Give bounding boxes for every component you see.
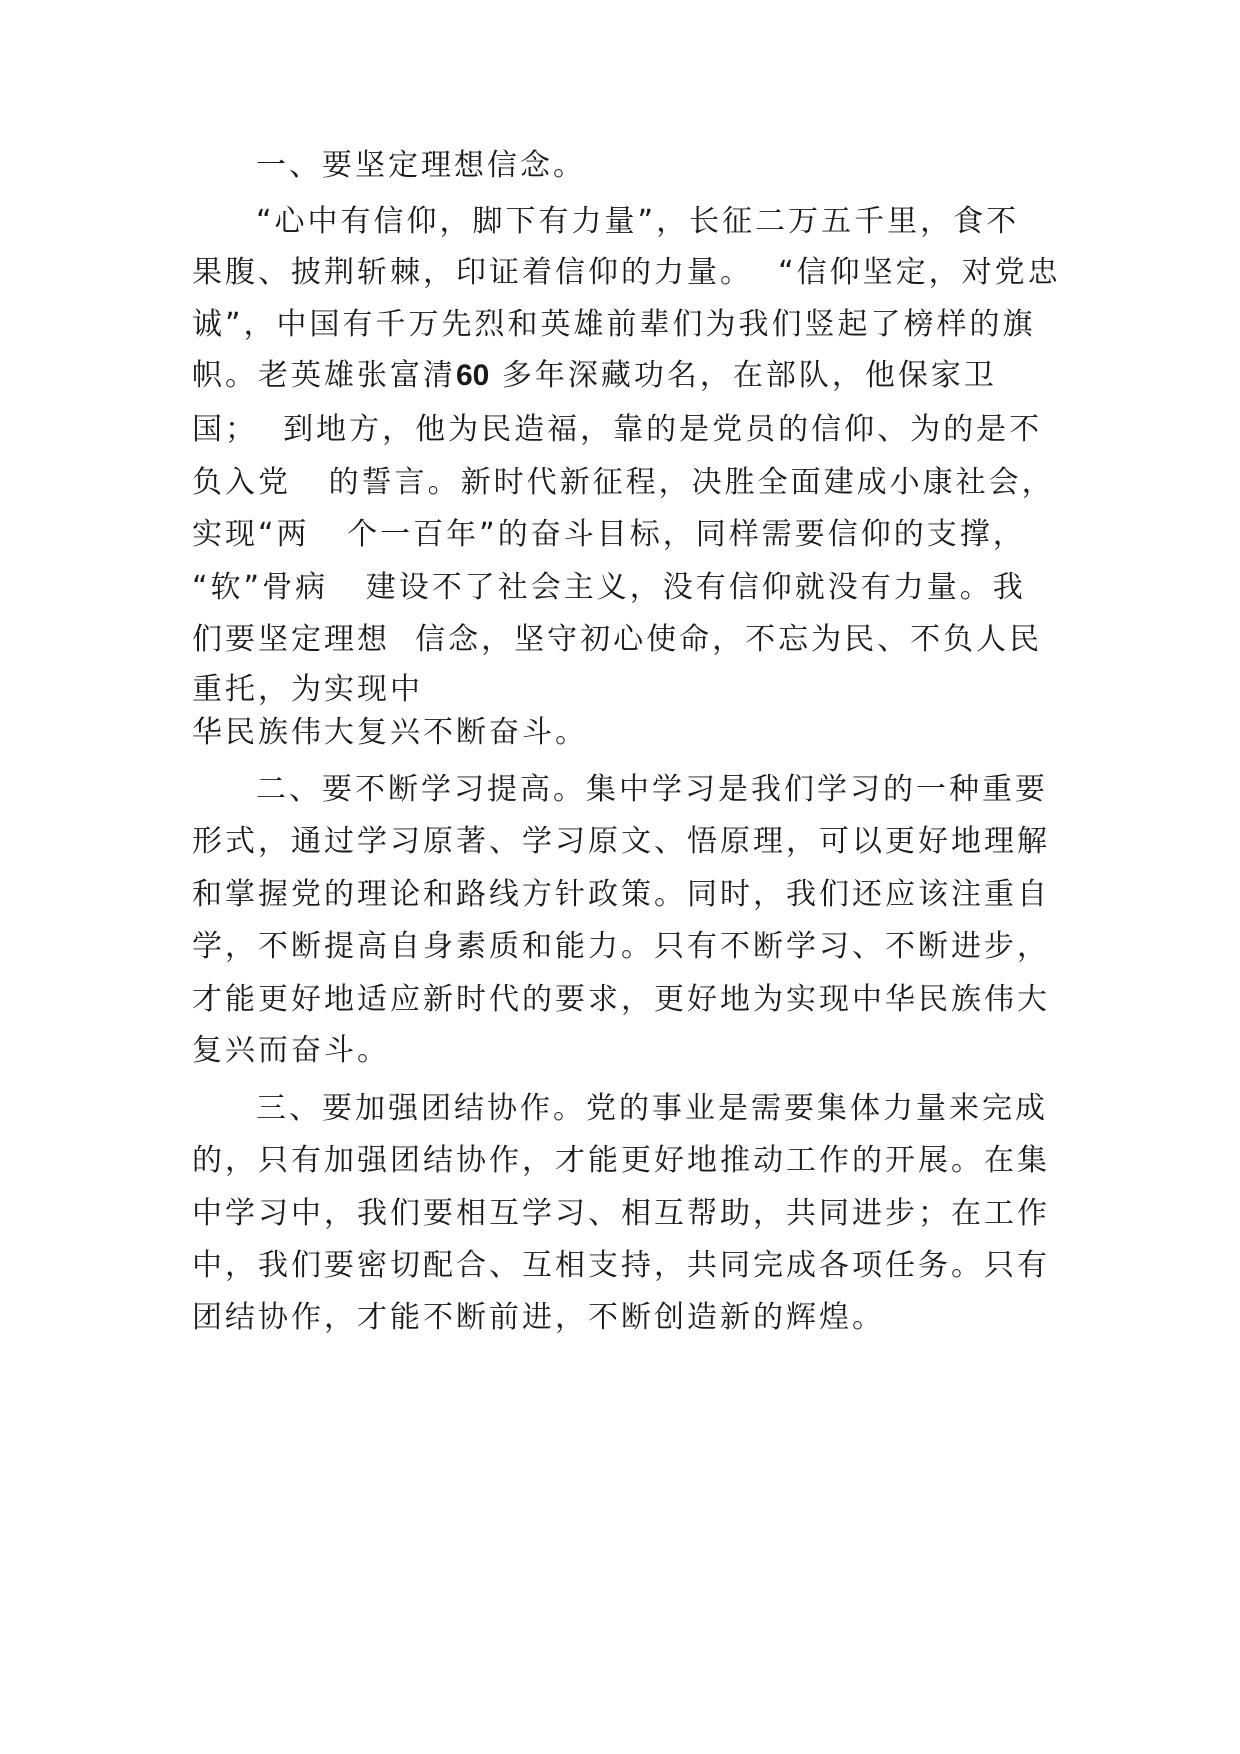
text-line: 和掌握党的理论和路线方针政策。同时，我们还应该注重自 — [192, 877, 1050, 912]
text-line: 学，不断提高自身素质和能力。只有不断学习、不断进步， — [192, 929, 1050, 964]
text-line: 果腹、披荆斩棘，印证着信仰的力量。 “信仰坚定，对党忠 — [192, 255, 1061, 290]
text-line: 重托，为实现中 — [192, 672, 423, 707]
text-line — [192, 356, 997, 396]
text-line: 国； 到地方，他为民造福，靠的是党员的信仰、为的是不 — [192, 412, 1043, 447]
text-line: 团结协作，才能不断前进，不断创造新的辉煌。 — [192, 1300, 885, 1335]
text-line: 中，我们要密切配合、互相支持，共同完成各项任务。只有 — [192, 1248, 1050, 1283]
text-line: 诚”，中国有千万先烈和英雄前辈们为我们竖起了榜样的旗 — [192, 307, 1036, 342]
text-line: “心中有信仰，脚下有力量”，长征二万五千里，食不 — [256, 204, 1020, 239]
text-line: 负入党 的誓言。新时代新征程，决胜全面建成小康社会， — [192, 465, 1055, 500]
text-line: 才能更好地适应新时代的要求，更好地为实现中华民族伟大 — [192, 982, 1050, 1017]
text-line: 华民族伟大复兴不断奋斗。 — [192, 715, 588, 750]
text-line: 复兴而奋斗。 — [192, 1033, 390, 1068]
text-line: “软”骨病 建设不了社会主义，没有信仰就没有力量。我 — [192, 570, 1026, 605]
section-heading-2: 二、要不断学习提高。集中学习是我们学习的一种重要 — [256, 772, 1048, 807]
text-line: 形式，通过学习原著、学习原文、悟原理，可以更好地理解 — [192, 824, 1050, 859]
number-60: 60 — [456, 359, 490, 392]
section-heading-1: 一、要坚定理想信念。 — [256, 148, 586, 183]
text-line: 的，只有加强团结协作，才能更好地推动工作的开展。在集 — [192, 1143, 1050, 1178]
text-segment: 多年深藏功名，在部队，他保家卫 — [489, 358, 997, 393]
text-line: 中学习中，我们要相互学习、相互帮助，共同进步；在工作 — [192, 1196, 1050, 1231]
text-line: 们要坚定理想 信念，坚守初心使命，不忘为民、不负人民 — [192, 622, 1043, 657]
text-segment: 帜。老英雄张富清 — [192, 358, 456, 393]
section-heading-3: 三、要加强团结协作。党的事业是需要集体力量来完成 — [256, 1091, 1048, 1126]
text-line: 实现“两 个一百年”的奋斗目标，同样需要信仰的支撑， — [192, 517, 1026, 552]
